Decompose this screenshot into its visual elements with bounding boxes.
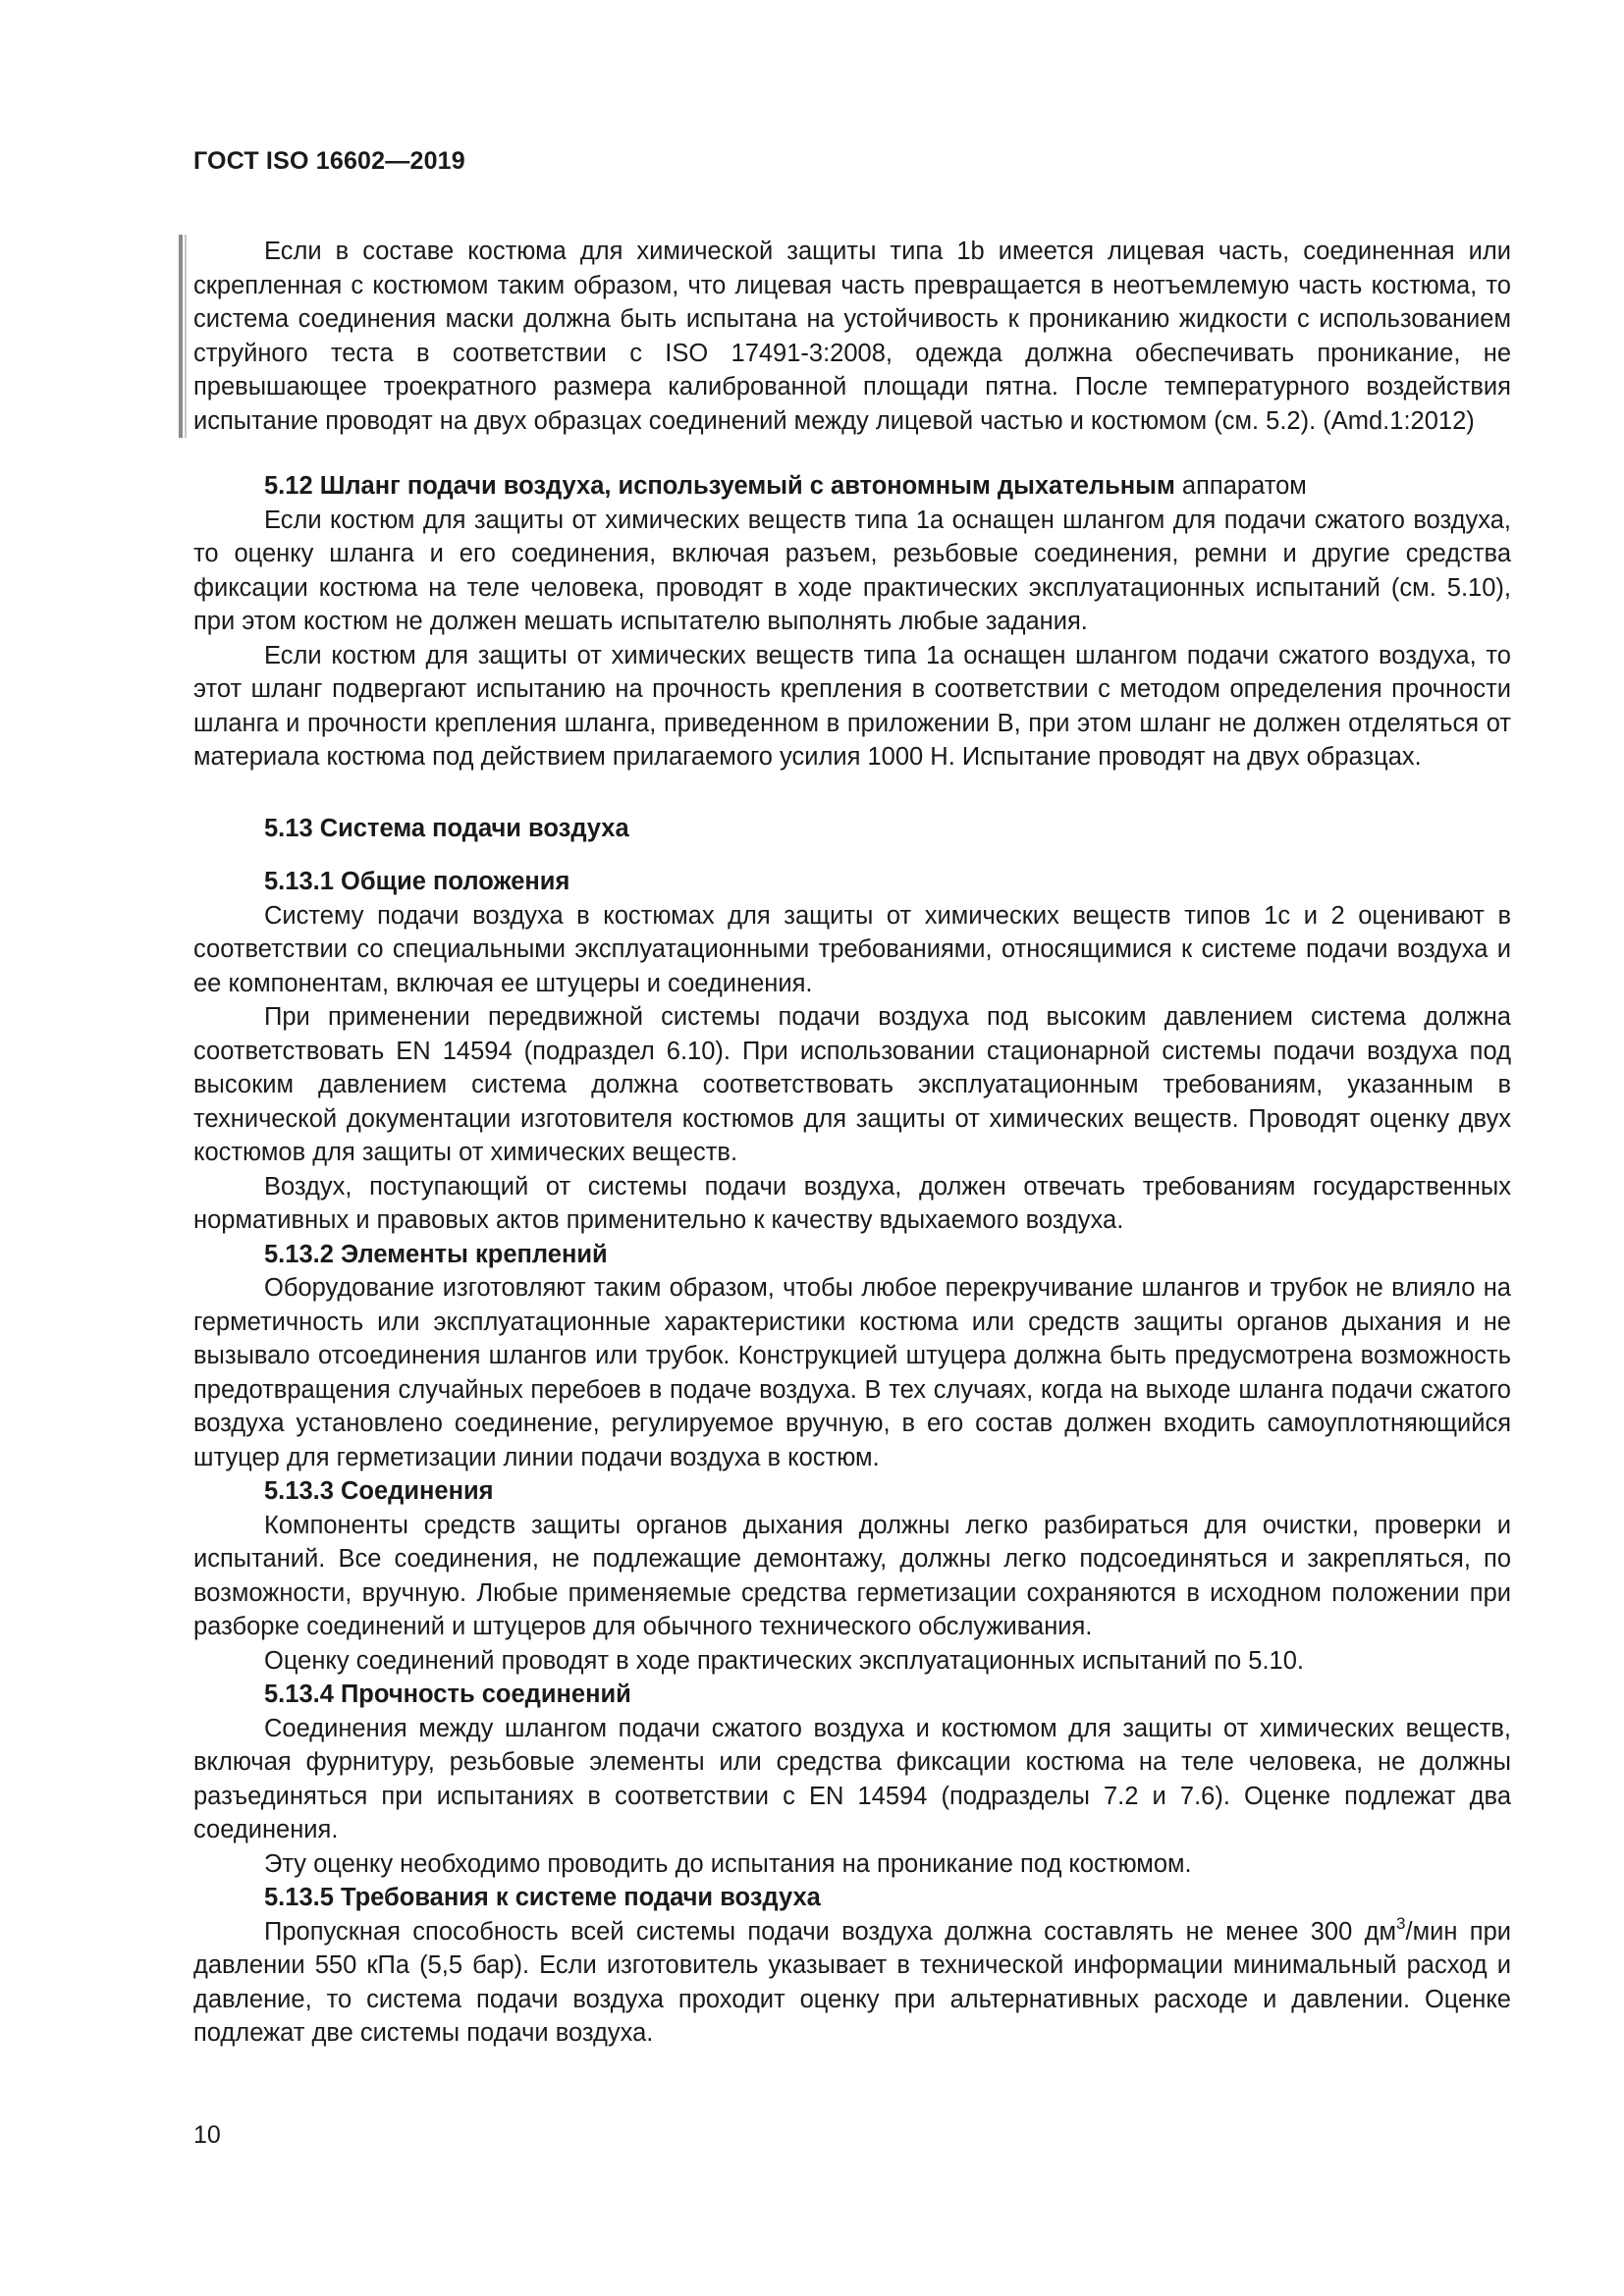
document-body [193, 235, 1511, 2051]
subsection-heading-5-13-3: 5.13.3 Соединения [264, 1477, 494, 1505]
change-bar-secondary [185, 235, 187, 438]
subsection-heading-5-13-5: 5.13.5 Требования к системе подачи воздуха [264, 1884, 821, 1911]
section-heading-5-13: 5.13 Система подачи воздуха [264, 814, 629, 842]
paragraph-5-13-3-b: Оценку соединений проводят в ходе практических эксплуатационных испытаний по 5.10. [264, 1646, 1304, 1675]
section-heading-5-12 [193, 469, 1511, 504]
subsection-heading-5-13-2: 5.13.2 Элементы креплений [264, 1240, 608, 1268]
paragraph-5-13-1-c: Воздух, поступающий от системы подачи воздуха, должен отвечать требованиям государственных нормативных и правовых актов применительно к качеству вдыхаемого воздуха. [193, 1172, 1511, 1234]
paragraph-5-13-3-a: Компоненты средств защиты органов дыхания должны легко разбираться для очистки, проверки и испытаний. Все соединения, не подлежащие демонтажу, должны легко подсоединяться и закрепляться, по возможности, вручную. Любые применяемые средства герметизации сохраняются в исходном положении при разборке соединений и штуцеров для обычного технического обслуживания. [193, 1511, 1511, 1640]
paragraph-5-13-5 [193, 1915, 1511, 2051]
amended-block [193, 235, 1511, 438]
page-number: 10 [193, 2121, 221, 2149]
change-bar [179, 235, 183, 438]
paragraph-5-13-1-a: Систему подачи воздуха в костюмах для защиты от химических веществ типов 1с и 2 оценивают в соответствии со специальными эксплуатационными требованиями, относящимися к системе подачи воздуха и ее компонентам, включая ее штуцеры и соединения. [193, 901, 1511, 997]
superscript-cubic: 3 [1396, 1913, 1406, 1933]
paragraph-5-13-4-a: Соединения между шлангом подачи сжатого воздуха и костюмом для защиты от химических веществ, включая фурнитуру, резьбовые элементы или средства фиксации костюма на теле человека, не должны разъединяться при испытаниях в соответствии с EN 14594 (подразделы 7.2 и 7.6). Оценке подлежат два соединения. [193, 1714, 1511, 1843]
paragraph-5-13-2: Оборудование изготовляют таким образом, чтобы любое перекручивание шлангов и трубок не влияло на герметичность или эксплуатационные характеристики костюма или средств защиты органов дыхания и не вызывало отсоединения шлангов или трубок. Конструкцией штуцера должна быть предусмотрена возможность предотвращения случайных перебоев в подаче воздуха. В тех случаях, когда на выходе шланга подачи сжатого воздуха установлено соединение, регулируемое вручную, в его состав должен входить самоуплотняющийся штуцер для герметизации линии подачи воздуха в костюм. [193, 1274, 1511, 1471]
heading-5-12-rest: аппаратом [1174, 472, 1307, 500]
paragraph-5-12-b: Если костюм для защиты от химических веществ типа 1а оснащен шлангом подачи сжатого воздуха, то этот шланг подвергают испытанию на прочность крепления в соответствии с методом определения прочности шланга и прочности крепления шланга, приведенном в приложении В, при этом шланг не должен отделяться от материала костюма под действием прилагаемого усилия 1000 Н. Испытание проводят на двух образцах. [193, 641, 1511, 771]
subsection-heading-5-13-4: 5.13.4 Прочность соединений [264, 1681, 631, 1708]
document-header: ГОСТ ISO 16602—2019 [193, 147, 465, 175]
subsection-heading-5-13-1: 5.13.1 Общие положения [264, 868, 570, 895]
paragraph-5-12-a: Если костюм для защиты от химических веществ типа 1а оснащен шлангом для подачи сжатого воздуха, то оценку шланга и его соединения, включая разъем, резьбовые соединения, ремни и другие средства фиксации костюма на теле человека, проводят в ходе практических эксплуатационных испытаний (см. 5.10), при этом костюм не должен мешать испытателю выполнять любые задания. [193, 506, 1511, 635]
heading-5-12-bold: 5.12 Шланг подачи воздуха, используемый с автономным дыхательным [264, 472, 1175, 500]
paragraph-5-13-1-b: При применении передвижной системы подачи воздуха под высоким давлением система должна соответствовать EN 14594 (подраздел 6.10). При использовании стационарной системы подачи воздуха под высоким давлением система должна соответствовать эксплуатационным требованиям, указанным в технической документации изготовителя костюмов для защиты от химических веществ. Проводят оценку двух костюмов для защиты от химических веществ. [193, 1003, 1511, 1166]
paragraph-intro: Если в составе костюма для химической защиты типа 1b имеется лицевая часть, соединенная или скрепленная с костюмом таким образом, что лицевая часть превращается в неотъемлемую часть костюма, то система соединения маски должна быть испытана на устойчивость к прониканию жидкости с использованием струйного теста в соответствии с ISO 17491-3:2008, одежда должна обеспечивать проникание, не превышающее троекратного размера калиброванной площади пятна. После температурного воздействия испытание проводят на двух образцах соединений между лицевой частью и костюмом (см. 5.2). (Amd.1:2012) [193, 238, 1511, 435]
paragraph-5-13-5-start: Пропускная способность всей системы подачи воздуха должна составлять не менее 300 дм [264, 1917, 1397, 1946]
paragraph-5-13-4-b: Эту оценку необходимо проводить до испытания на проникание под костюмом. [264, 1849, 1192, 1878]
paragraph-5-13-5-end: /мин при давлении 550 кПа (5,5 бар). Если изготовитель указывает в технической информации минимальный расход и давление, то система подачи воздуха проходит оценку при альтернативных расходе и давлении. Оценке подлежат две системы подачи воздуха. [193, 1917, 1511, 2047]
